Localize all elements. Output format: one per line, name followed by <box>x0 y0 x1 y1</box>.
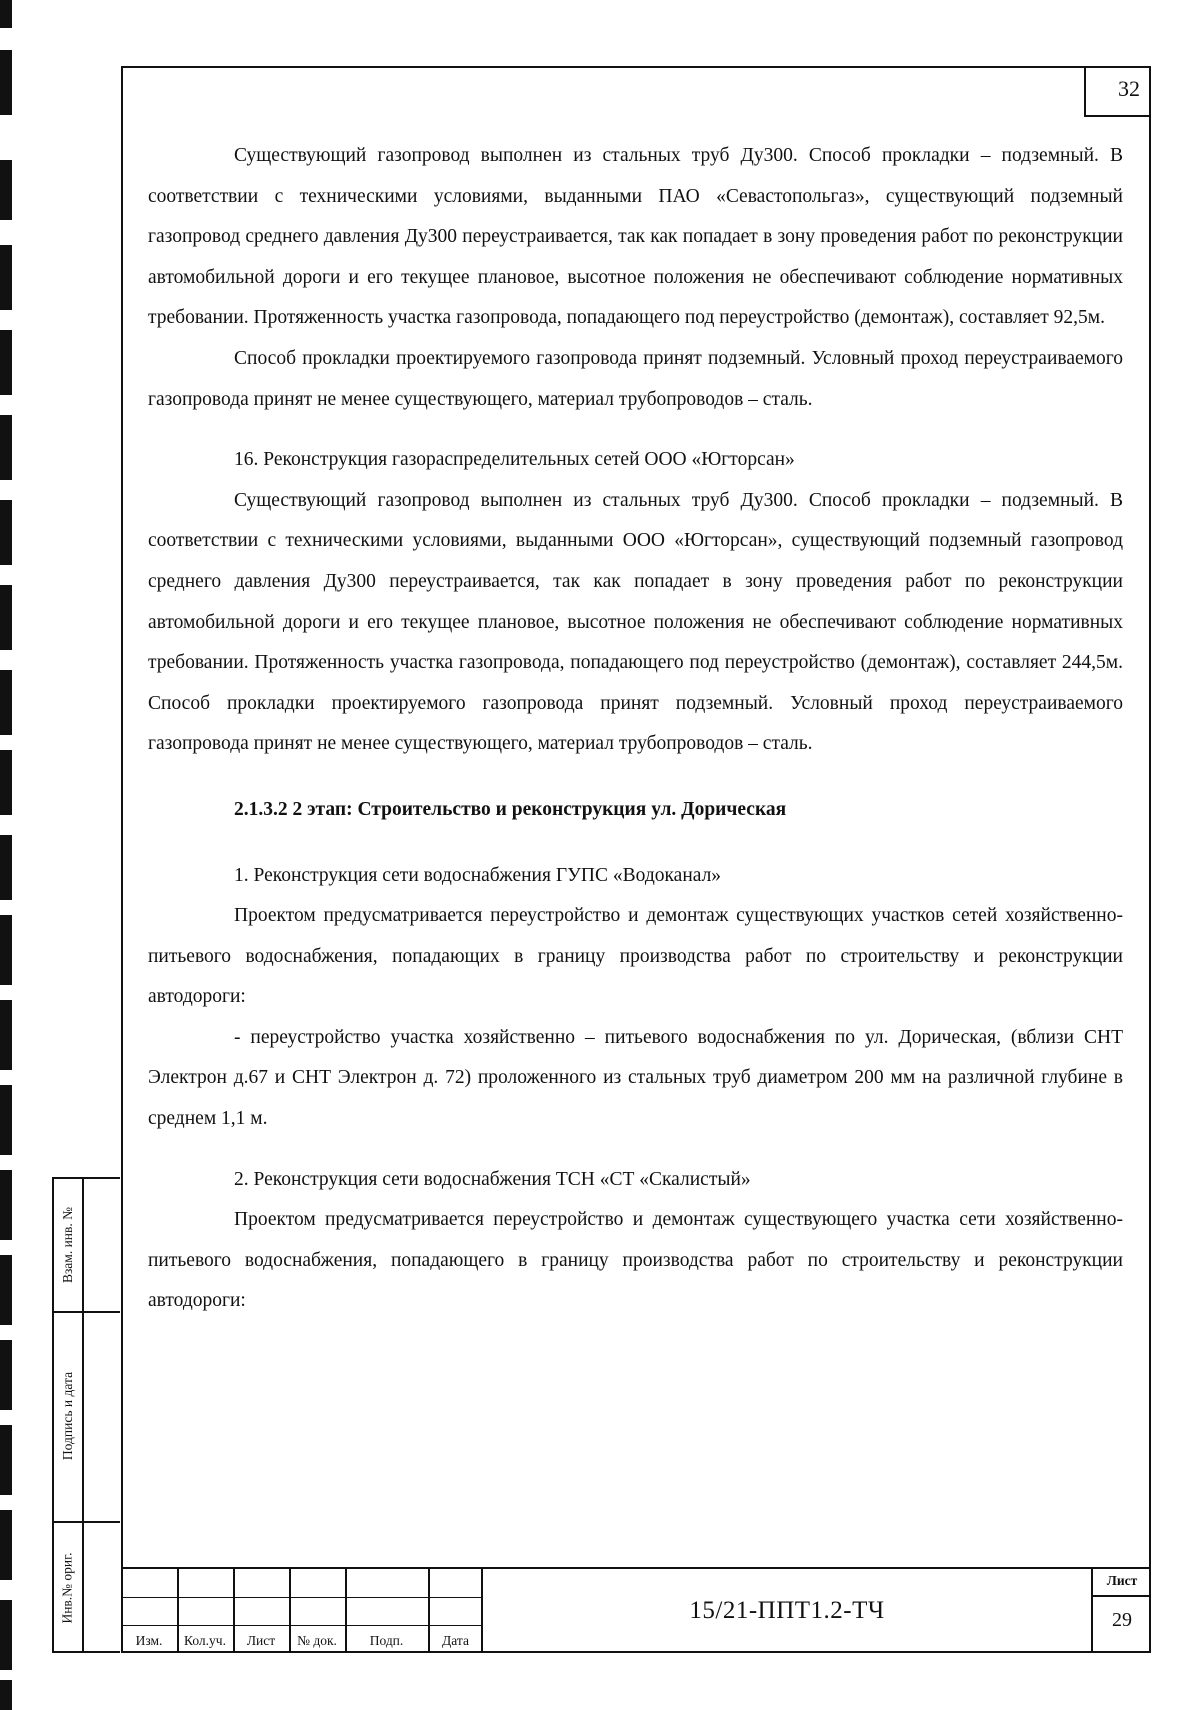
paragraph: Проектом предусматривается переустройство и демонтаж существующих участков сетей хозяйственно-питьевого водоснабжения, попадающих в границу производства работ по строительству и реконструкции автодороги: <box>148 905 1123 1008</box>
binding-mark <box>0 670 12 735</box>
paragraph: Проектом предусматривается переустройство и демонтаж существующего участка сети хозяйственно-питьевого водоснабжения, попадающего в границу производства работ по строительству и реконструкции автодороги: <box>148 1209 1123 1312</box>
list-item-title: 2. Реконструкция сети водоснабжения ТСН «СТ «Скалистый» <box>234 1168 751 1190</box>
col-izm: Изм. <box>135 1633 163 1648</box>
section-title: 16. Реконструкция газораспределительных сетей ООО «Югторсан» <box>234 449 795 471</box>
binding-mark <box>0 1680 12 1710</box>
sheet-number: 29 <box>1112 1609 1132 1631</box>
binding-mark <box>0 1000 12 1070</box>
title-block <box>121 1567 1151 1653</box>
paragraph: Существующий газопровод выполнен из стальных труб Ду300. Способ прокладки – подземный. В соответствии с техническими условиями, выданными ПАО «Севастопольгаз», существующий подземный газопровод среднего давления Ду300 переустраивается, так как попадает в зону проведения работ по реконструкции автомобильной дороги и его текущее плановое, высотное положения не обеспечивают соблюдение нормативных требовании. Протяженность участка газопровода, попадающего под переустройство (демонтаж), составляет 92,5м. <box>148 145 1123 329</box>
section-heading: 2.1.3.2 2 этап: Строительство и реконструкция ул. Дорическая <box>234 798 787 820</box>
binding-mark <box>0 0 12 28</box>
binding-mark <box>0 1085 12 1155</box>
binding-mark <box>0 415 12 480</box>
binding-mark <box>0 500 12 565</box>
side-label-podpis: Подпись и дата <box>60 1371 75 1461</box>
binding-mark <box>0 245 12 310</box>
document-code: 15/21-ППТ1.2-ТЧ <box>483 1567 1091 1653</box>
binding-mark <box>0 1340 12 1410</box>
binding-mark <box>0 1600 12 1670</box>
binding-mark <box>0 750 12 815</box>
side-label-zam-inv: Взам. инв. № <box>60 1206 76 1284</box>
binding-mark <box>0 330 12 395</box>
side-label-inv-orig: Инв.№ ориг. <box>60 1552 75 1624</box>
binding-mark <box>0 1170 12 1240</box>
binding-mark <box>0 1255 12 1325</box>
list-item-title: 1. Реконструкция сети водоснабжения ГУПС «Водоканал» <box>234 864 722 886</box>
sheet-box <box>1091 1567 1151 1653</box>
col-data: Дата <box>442 1633 469 1648</box>
paragraph: Существующий газопровод выполнен из стальных труб Ду300. Способ прокладки – подземный. В соответствии с техническими условиями, выданными ООО «Югторсан», существующий подземный газопровод среднего давления Ду300 переустраивается, так как попадает в зону проведения работ по реконструкции автомобильной дороги и его текущее плановое, высотное положения не обеспечивают соблюдение нормативных требовании. Протяженность участка газопровода, попадающего под переустройство (демонтаж), составляет 244,5м. Способ прокладки проектируемого газопровода принят подземный. Условный проход переустраиваемого газопровода принят не менее существующего, материал трубопроводов – сталь. <box>148 489 1123 755</box>
revision-grid <box>121 1567 483 1653</box>
binding-mark <box>0 835 12 900</box>
page-number: 32 <box>1084 66 1151 117</box>
col-list: Лист <box>246 1633 276 1648</box>
binding-mark <box>0 585 12 650</box>
paragraph: - переустройство участка хозяйственно – питьевого водоснабжения по ул. Дорическая, (вблизи СНТ Электрон д.67 и СНТ Электрон д. 72) проложенного из стальных труб диаметром 200 мм на различной глубине в среднем 1,1 м. <box>148 1026 1123 1130</box>
paragraph: Способ прокладки проектируемого газопровода принят подземный. Условный проход переустраиваемого газопровода принят не менее существующего, материал трубопроводов – сталь. <box>148 347 1123 410</box>
col-kol-uch: Кол.уч. <box>184 1633 226 1648</box>
binding-mark <box>0 50 12 115</box>
side-stamp <box>52 1177 120 1653</box>
sheet-label: Лист <box>1106 1573 1138 1588</box>
document-body <box>148 136 1123 1322</box>
col-n-dok: № док. <box>297 1633 337 1648</box>
col-podp: Подп. <box>369 1633 404 1648</box>
binding-mark <box>0 1510 12 1580</box>
binding-mark <box>0 915 12 985</box>
binding-mark <box>0 160 12 220</box>
binding-mark <box>0 1425 12 1495</box>
